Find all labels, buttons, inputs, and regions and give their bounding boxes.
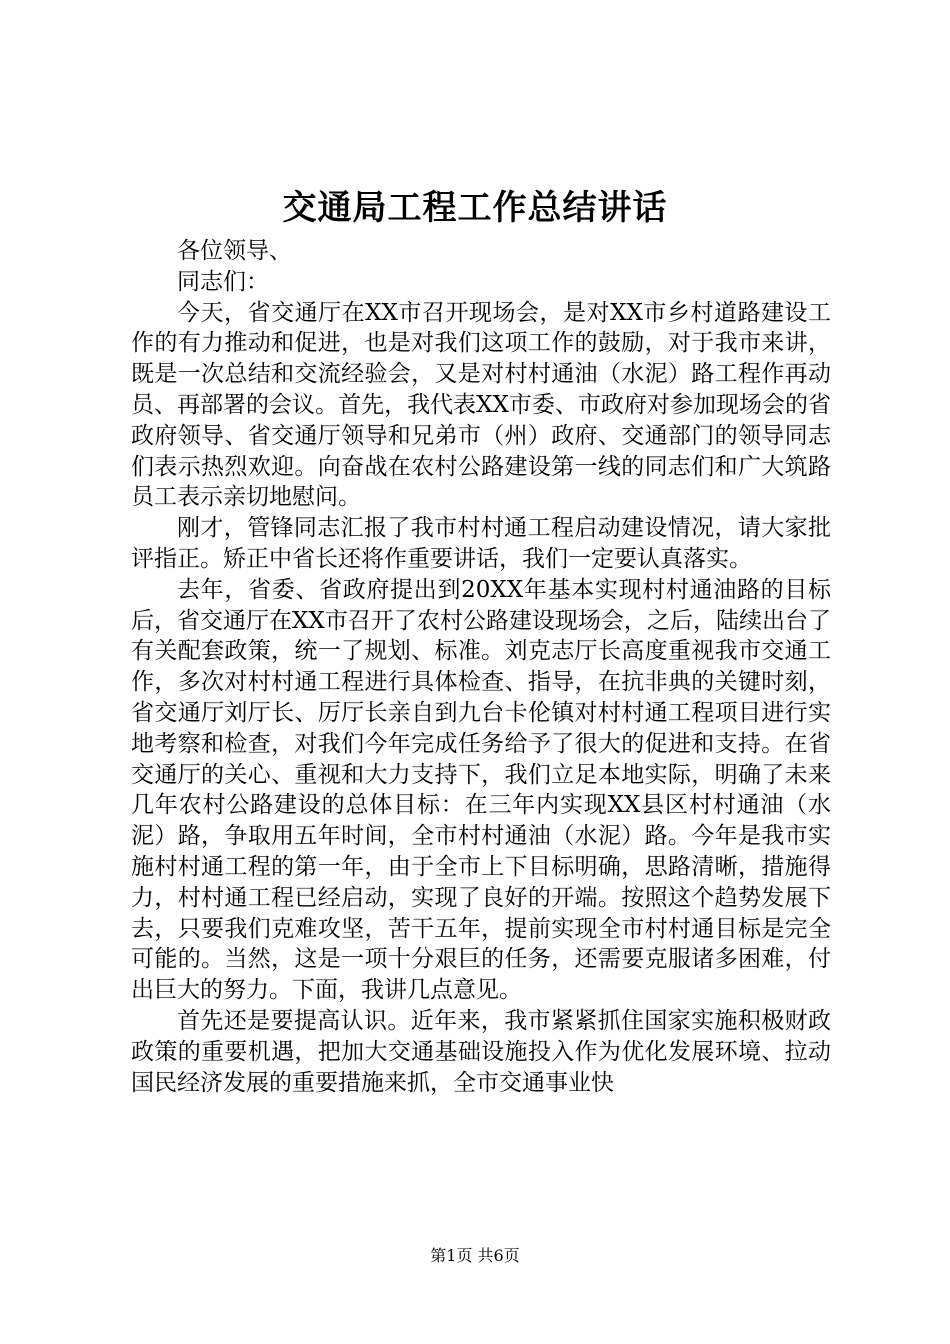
body-paragraph: 首先还是要提高认识。近年来，我市紧紧抓住国家实施积极财政政策的重要机遇，把加大交通基础设施投入作为优化发展环境、拉动国民经济发展的重要措施来抓，全市交通事业快 [131,1007,831,1096]
page-number-footer: 第1页 共6页 [430,1246,520,1265]
salutation-line: 同志们： [177,268,269,295]
document-title: 交通局工程工作总结讲话 [282,188,668,228]
salutation-line: 各位领导、 [177,238,292,264]
body-paragraph: 今天，省交通厅在XX市召开现场会，是对XX市乡村道路建设工作的有力推动和促进，也是对我们这项工作的鼓励，对于我市来讲，既是一次总结和交流经验会，又是对村村通油（水泥）路工程作再动员、再部署的会议。首先，我代表XX市委、市政府对参加现场会的省政府领导、省交通厅领导和兄弟市（州）政府、交通部门的领导同志们表示热烈欢迎。向奋战在农村公路建设第一线的同志们和广大筑路员工表示亲切地慰问。 [131,299,831,511]
body-paragraph: 刚才，管锋同志汇报了我市村村通工程启动建设情况，请大家批评指正。矫正中省长还将作重要讲话，我们一定要认真落实。 [131,515,831,572]
body-paragraph: 去年，省委、省政府提出到20XX年基本实现村村通油路的目标后，省交通厅在XX市召开了农村公路建设现场会，之后，陆续出台了有关配套政策，统一了规划、标准。刘克志厅长高度重视我市交通工作，多次对村村通工程进行具体检查、指导，在抗非典的关键时刻，省交通厅刘厅长、厉厅长亲自到九台卡伦镇对村村通工程项目进行实地考察和检查，对我们今年完成任务给予了很大的促进和支持。在省交通厅的关心、重视和大力支持下，我们立足本地实际，明确了未来几年农村公路建设的总体目标：在三年内实现XX县区村村通油（水泥）路，争取用五年时间，全市村村通油（水泥）路。今年是我市实施村村通工程的第一年，由于全市上下目标明确，思路清晰，措施得力，村村通工程已经启动，实现了良好的开端。按照这个趋势发展下去，只要我们克难攻坚，苦干五年，提前实现全市村村通目标是完全可能的。当然，这是一项十分艰巨的任务，还需要克服诸多困难，付出巨大的努力。下面，我讲几点意见。 [131,576,831,1004]
document-body [131,236,831,1098]
